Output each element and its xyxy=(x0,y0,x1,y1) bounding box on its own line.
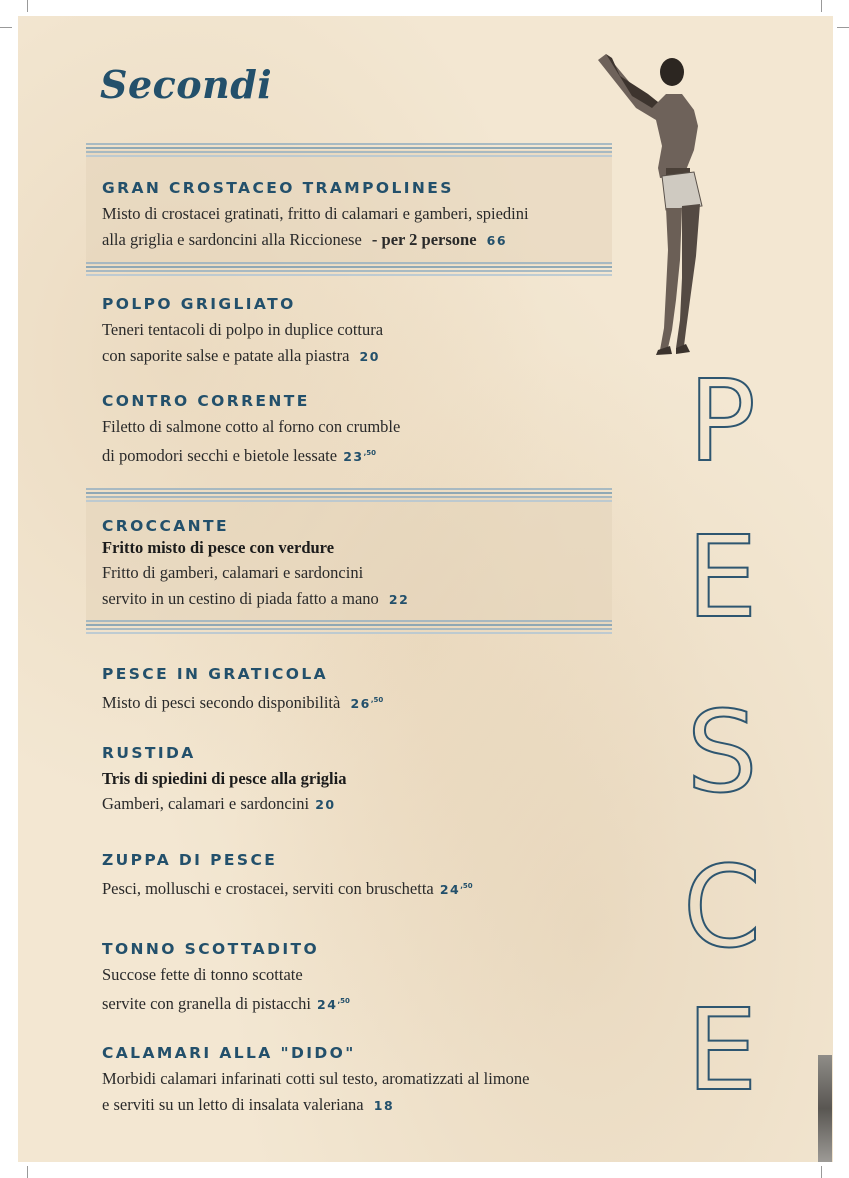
side-letter: C xyxy=(682,843,762,973)
menu-item xyxy=(102,743,346,818)
item-description: Succose fette di tonno scottate xyxy=(102,965,303,984)
item-description-line xyxy=(102,227,529,254)
item-name: CROCCANTE xyxy=(102,517,229,535)
menu-item xyxy=(102,939,350,1018)
item-subtitle: Fritto misto di pesce con verdure xyxy=(102,538,335,557)
item-name: RUSTIDA xyxy=(102,744,196,762)
menu-item xyxy=(102,850,473,903)
crop-mark xyxy=(27,0,28,12)
stripe-divider xyxy=(86,143,612,157)
price-euros: 23 xyxy=(343,449,364,464)
crop-mark xyxy=(821,0,822,12)
menu-item xyxy=(102,1043,530,1119)
item-subtitle: Tris di spiedini di pesce alla griglia xyxy=(102,769,347,788)
item-description-line xyxy=(102,988,350,1018)
price-cents: ,50 xyxy=(370,696,384,704)
diver-photo xyxy=(596,50,746,355)
item-price xyxy=(440,882,473,897)
price-cents: ,50 xyxy=(363,449,376,457)
item-price xyxy=(389,592,409,607)
item-note: - per 2 persone xyxy=(371,230,477,249)
stripe-divider xyxy=(86,620,612,634)
item-description-line xyxy=(102,791,346,818)
item-description: servite con granella di pistacchi xyxy=(102,994,311,1013)
item-description: Filetto di salmone cotto al forno con crumble xyxy=(102,417,401,436)
item-description: Morbidi calamari infarinati cotti sul testo, aromatizzati al limone xyxy=(102,1069,530,1088)
crop-mark xyxy=(27,1166,28,1178)
item-name: POLPO GRIGLIATO xyxy=(102,295,296,313)
crop-mark xyxy=(837,27,849,28)
side-letter: E xyxy=(686,513,758,643)
item-description: con saporite salse e patate alla piastra xyxy=(102,346,350,365)
item-name: GRAN CROSTACEO TRAMPOLINES xyxy=(102,179,454,197)
item-description: e serviti su un letto di insalata valeriana xyxy=(102,1095,364,1114)
item-description: Fritto di gamberi, calamari e sardoncini xyxy=(102,563,364,582)
price-cents: ,50 xyxy=(460,882,473,890)
stripe-divider xyxy=(86,262,612,276)
price-euros: 66 xyxy=(486,233,508,248)
item-price xyxy=(374,1098,394,1113)
page-title: Secondi xyxy=(100,62,273,107)
price-euros: 20 xyxy=(315,797,336,812)
item-description: Pesci, molluschi e crostacei, serviti con bruschetta xyxy=(102,879,434,898)
menu-item xyxy=(102,178,529,254)
stripe-divider xyxy=(86,488,612,502)
menu-item xyxy=(102,294,383,370)
item-description-line xyxy=(102,1092,530,1119)
item-name: CALAMARI ALLA "DIDO" xyxy=(102,1044,356,1062)
item-price xyxy=(315,797,335,812)
item-description: Misto di crostacei gratinati, fritto di calamari e gamberi, spiedini xyxy=(102,204,529,223)
crop-mark xyxy=(0,27,12,28)
item-description-line xyxy=(102,440,400,470)
item-name: ZUPPA DI PESCE xyxy=(102,851,278,869)
side-letter: P xyxy=(688,357,756,487)
edge-photo-strip xyxy=(818,1055,832,1162)
item-price xyxy=(350,696,383,711)
price-euros: 20 xyxy=(359,349,380,364)
item-price xyxy=(343,449,376,464)
menu-item xyxy=(102,516,409,613)
price-euros: 24 xyxy=(317,997,338,1012)
item-description-line xyxy=(102,873,473,903)
item-name: CONTRO CORRENTE xyxy=(102,392,310,410)
item-description: alla griglia e sardoncini alla Riccionese xyxy=(102,230,362,249)
item-description: Misto di pesci secondo disponibilità xyxy=(102,693,341,712)
item-description: Gamberi, calamari e sardoncini xyxy=(102,794,310,813)
item-description: di pomodori secchi e bietole lessate xyxy=(102,446,338,465)
item-price xyxy=(360,349,380,364)
price-cents: ,50 xyxy=(337,997,350,1005)
menu-item xyxy=(102,664,383,717)
item-price xyxy=(317,997,350,1012)
item-price xyxy=(487,233,507,248)
crop-mark xyxy=(821,1166,822,1178)
price-euros: 24 xyxy=(439,882,461,897)
item-description-line xyxy=(102,687,383,717)
item-name: PESCE IN GRATICOLA xyxy=(102,665,329,683)
price-euros: 18 xyxy=(373,1098,395,1113)
item-description: Teneri tentacoli di polpo in duplice cottura xyxy=(102,320,384,339)
item-description-line xyxy=(102,586,409,613)
side-letter: S xyxy=(686,688,758,818)
item-name: TONNO SCOTTADITO xyxy=(102,940,320,958)
price-euros: 22 xyxy=(388,592,410,607)
price-euros: 26 xyxy=(350,696,371,711)
side-letter: E xyxy=(686,986,758,1116)
menu-item xyxy=(102,391,400,470)
item-description: servito in un cestino di piada fatto a mano xyxy=(102,589,379,608)
item-description-line xyxy=(102,343,383,370)
